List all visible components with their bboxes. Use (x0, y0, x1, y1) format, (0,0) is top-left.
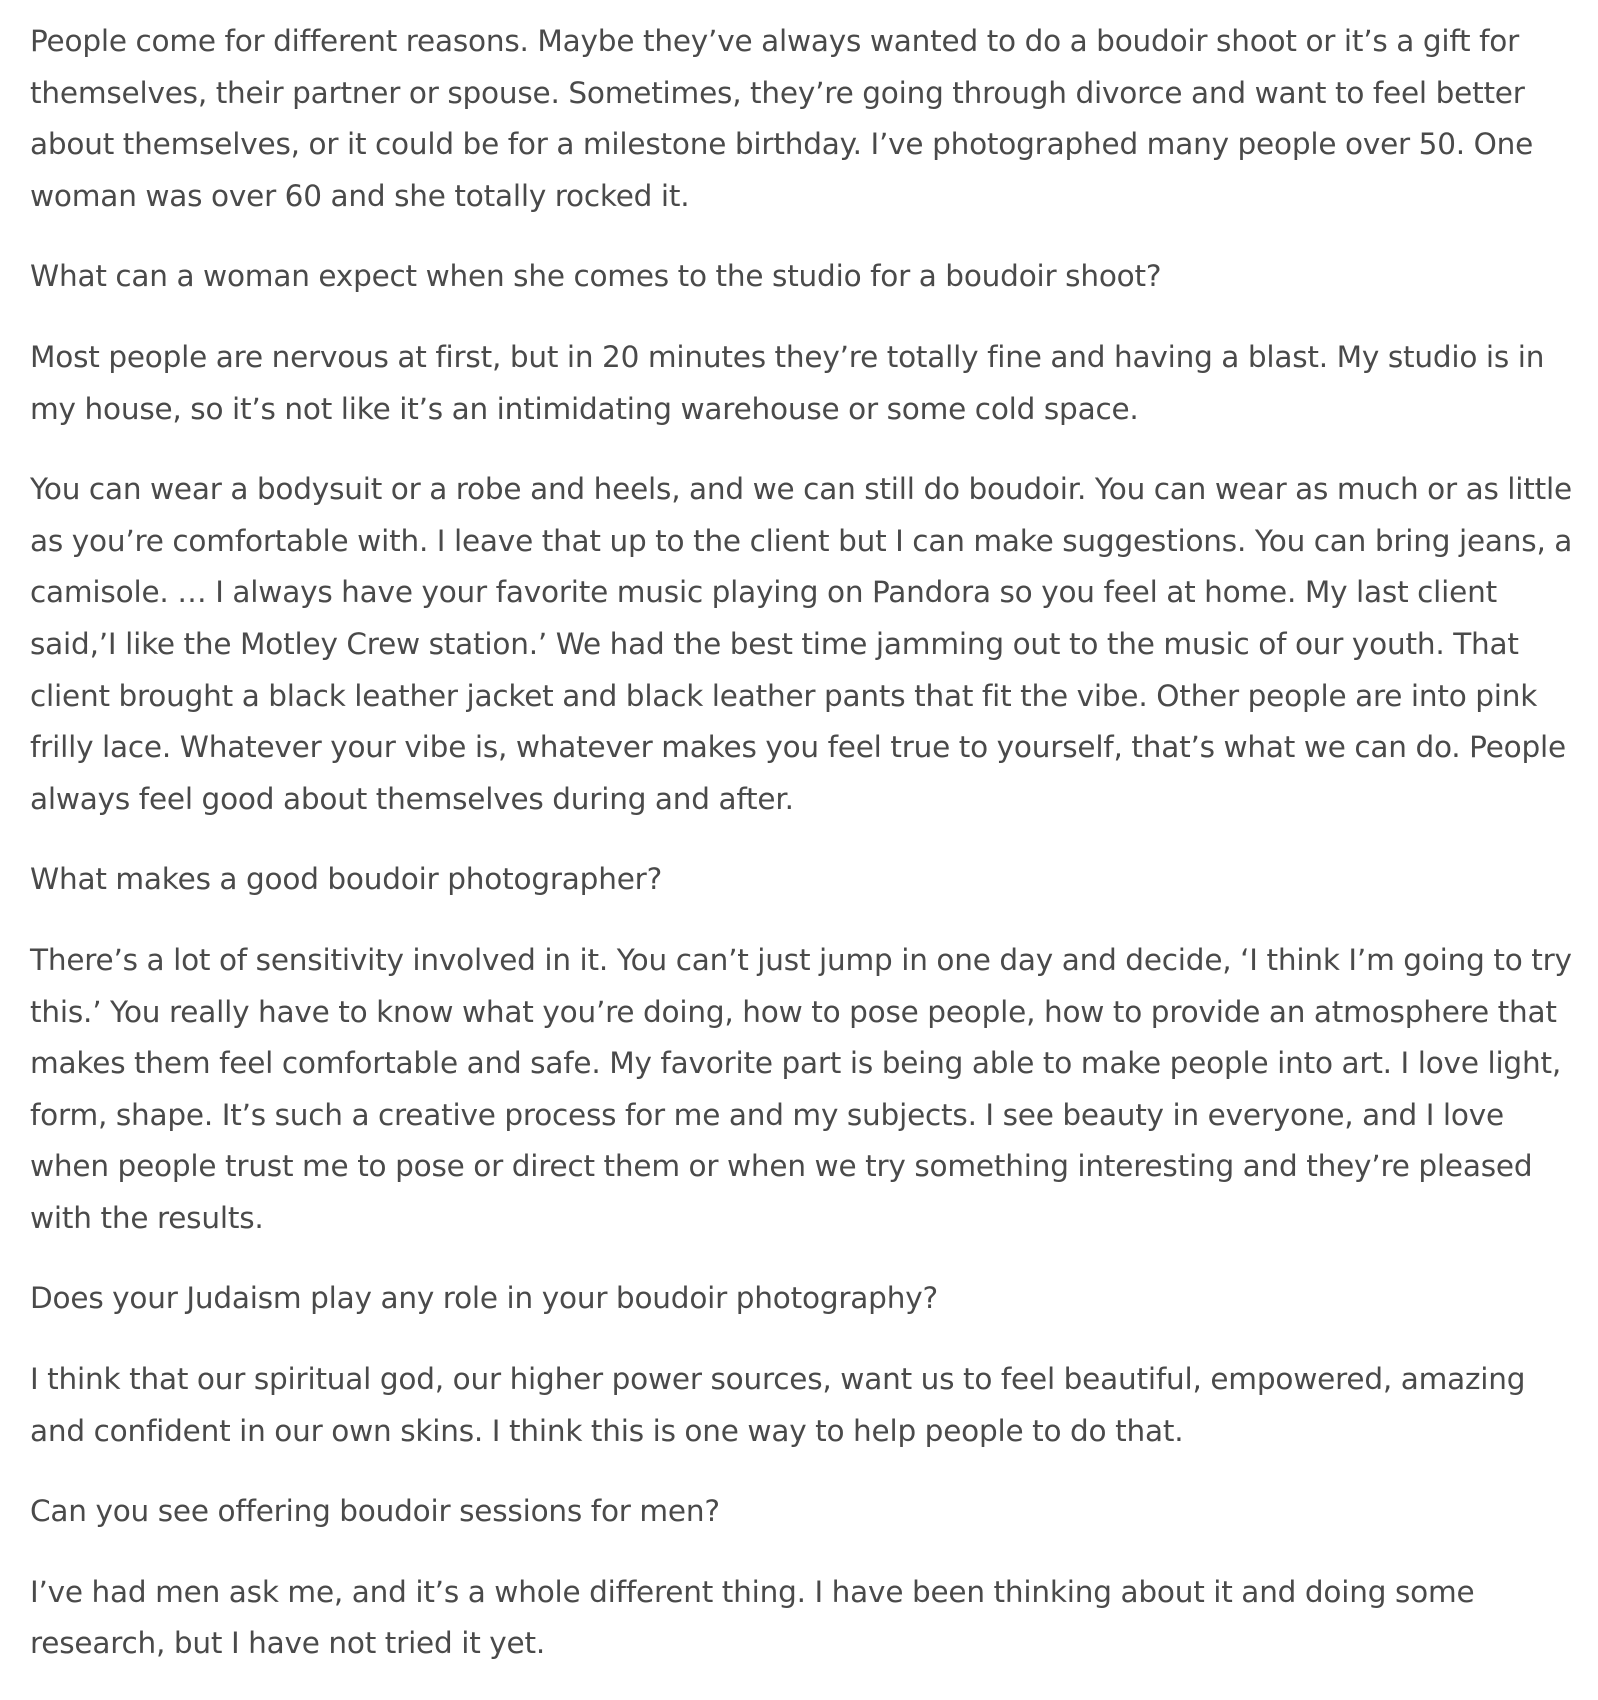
answer-paragraph-spiritual: I think that our spiritual god, our higher power sources, want us to feel beautiful, empowered, amazing and confident in our own skins. I think this is one way to help people to do that. (30, 1362, 1526, 1448)
question-studio-expectations: What can a woman expect when she comes to the studio for a boudoir shoot? (30, 259, 1162, 294)
answer-paragraph-nervous: Most people are nervous at first, but in 20 minutes they’re totally fine and having a blast. My studio is in my house, so it’s not like it’s an intimidating warehouse or some cold space. (30, 339, 1545, 426)
answer-paragraph-sensitivity: There’s a lot of sensitivity involved in it. You can’t just jump in one day and decide, ‘I think I’m going to try this.’ You really have to know what you’re doing, how to pose people, how to provide an atmosphere that makes them feel comfortable and safe. My favorite part is being able to make people into art. I love light, form, shape. It’s such a creative process for me and my subjects. I see beauty in everyone, and I love when people trust me to pose or direct them or when we try something interesting and they’re pleased with the results. (30, 942, 1572, 1235)
answer-paragraph-reasons: People come for different reasons. Maybe they’ve always wanted to do a boudoir shoot or it’s a gift for themselves, their partner or spouse. Sometimes, they’re going through divorce and want to feel better about themselves, or it could be for a milestone birthday. I’ve photographed many people over 50. One woman was over 60 and she totally rocked it. (30, 24, 1534, 213)
question-good-photographer: What makes a good boudoir photographer? (30, 862, 663, 897)
answer-paragraph-wardrobe: You can wear a bodysuit or a robe and heels, and we can still do boudoir. You can wear as much or as little as you’re comfortable with. I leave that up to the client but I can make suggestions. You can bring jeans, a camisole. … I always have your favorite music playing on Pandora so you feel at home. My last client said,’I like the Motley Crew station.’ We had the best time jamming out to the music of our youth. That client brought a black leather jacket and black leather pants that fit the vibe. Other people are into pink frilly lace. Whatever your vibe is, whatever makes you feel true to yourself, that’s what we can do. People always feel good about themselves during and after. (30, 472, 1573, 816)
question-judaism: Does your Judaism play any role in your boudoir photography? (30, 1281, 938, 1316)
answer-paragraph-men: I’ve had men ask me, and it’s a whole different thing. I have been thinking about it and doing some research, but I have not tried it yet. (30, 1574, 1475, 1661)
question-men-sessions: Can you see offering boudoir sessions for men? (30, 1494, 720, 1529)
